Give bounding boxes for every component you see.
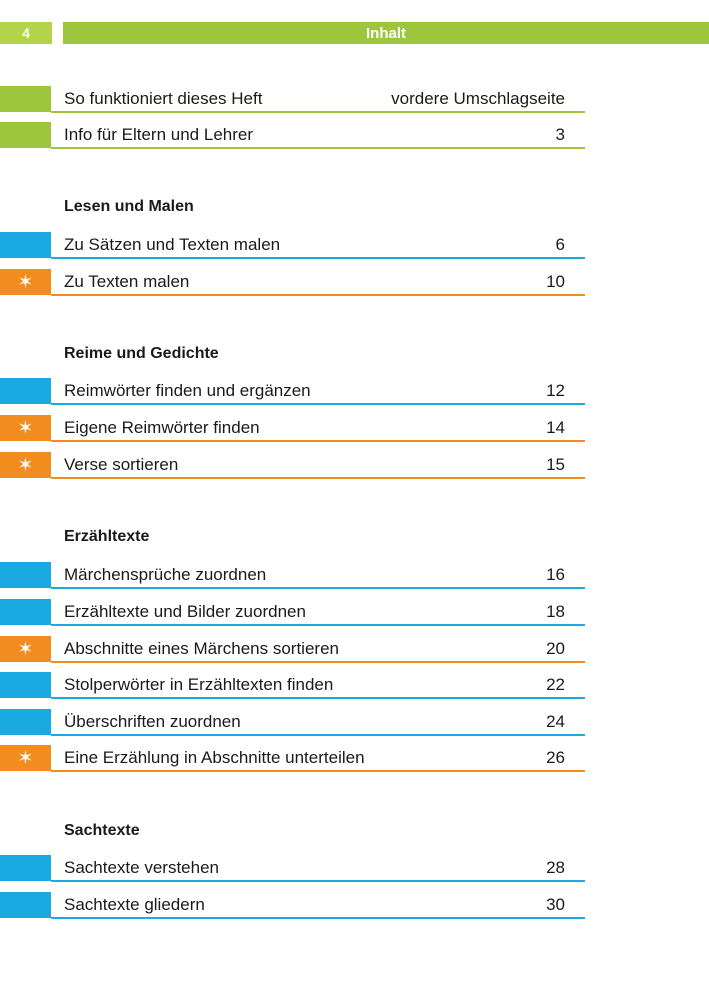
section-heading: Sachtexte xyxy=(64,822,140,839)
entry-label: Stolperwörter in Erzähltexten finden xyxy=(64,675,334,694)
toc-entry[interactable] xyxy=(0,232,585,259)
entry-underline xyxy=(51,734,585,736)
entry-marker xyxy=(0,892,51,918)
star-icon: ✶ xyxy=(0,415,51,441)
section-heading: Lesen und Malen xyxy=(64,198,194,215)
toc-entry[interactable] xyxy=(0,855,585,882)
toc-entry[interactable] xyxy=(0,269,585,296)
entry-page: 20 xyxy=(546,639,565,658)
toc-entry[interactable] xyxy=(0,415,585,442)
entry-label: Reimwörter finden und ergänzen xyxy=(64,381,311,400)
entry-label: Zu Sätzen und Texten malen xyxy=(64,235,281,254)
toc-entry[interactable] xyxy=(0,86,585,113)
entry-label: So funktioniert dieses Heft xyxy=(64,89,263,108)
entry-page: 22 xyxy=(546,675,565,694)
entry-label: Eine Erzählung in Abschnitte unterteilen xyxy=(64,748,365,767)
entry-marker xyxy=(0,599,51,625)
entry-underline xyxy=(51,661,585,663)
entry-page: 18 xyxy=(546,602,565,621)
entry-label: Erzähltexte und Bilder zuordnen xyxy=(64,602,306,621)
toc-entry[interactable] xyxy=(0,709,585,736)
entry-underline xyxy=(51,477,585,479)
entry-underline xyxy=(51,294,585,296)
section-heading: Erzähltexte xyxy=(64,528,150,545)
entry-label: Sachtexte gliedern xyxy=(64,895,205,914)
star-icon: ✶ xyxy=(0,745,51,771)
entry-underline xyxy=(51,587,585,589)
entry-marker xyxy=(0,672,51,698)
entry-marker xyxy=(0,562,51,588)
toc-entry[interactable] xyxy=(0,672,585,699)
toc-entry[interactable] xyxy=(0,452,585,479)
entry-page: 16 xyxy=(546,565,565,584)
entry-marker xyxy=(0,709,51,735)
entry-page: 26 xyxy=(546,748,565,767)
entry-page: 15 xyxy=(546,455,565,474)
entry-page: 28 xyxy=(546,858,565,877)
entry-label: Sachtexte verstehen xyxy=(64,858,219,877)
entry-page: 6 xyxy=(555,235,565,254)
entry-label: Märchensprüche zuordnen xyxy=(64,565,267,584)
entry-page: 30 xyxy=(546,895,565,914)
entry-page: 3 xyxy=(555,125,565,144)
entry-label: Info für Eltern und Lehrer xyxy=(64,125,254,144)
section-heading: Reime und Gedichte xyxy=(64,345,219,362)
entry-underline xyxy=(51,403,585,405)
entry-marker xyxy=(0,86,51,112)
entry-underline xyxy=(51,697,585,699)
star-icon: ✶ xyxy=(0,636,51,662)
toc-entry[interactable] xyxy=(0,892,585,919)
toc-entry[interactable] xyxy=(0,745,585,772)
toc-entry[interactable] xyxy=(0,636,585,663)
entry-underline xyxy=(51,440,585,442)
entry-label: Überschriften zuordnen xyxy=(64,712,241,731)
entry-marker xyxy=(0,855,51,881)
toc-entry[interactable] xyxy=(0,562,585,589)
entry-page: vordere Umschlagseite xyxy=(391,89,565,108)
entry-underline xyxy=(51,111,585,113)
entry-page: 12 xyxy=(546,381,565,400)
entry-label: Zu Texten malen xyxy=(64,272,190,291)
star-icon: ✶ xyxy=(0,269,51,295)
entry-underline xyxy=(51,147,585,149)
toc-entry[interactable] xyxy=(0,599,585,626)
entry-underline xyxy=(51,257,585,259)
toc-entry[interactable] xyxy=(0,378,585,405)
entry-marker xyxy=(0,232,51,258)
page-title: Inhalt xyxy=(63,22,709,44)
entry-underline xyxy=(51,880,585,882)
entry-marker xyxy=(0,378,51,404)
star-icon: ✶ xyxy=(0,452,51,478)
entry-marker xyxy=(0,122,51,148)
entry-label: Abschnitte eines Märchens sortieren xyxy=(64,639,339,658)
entry-underline xyxy=(51,624,585,626)
entry-page: 14 xyxy=(546,418,565,437)
entry-page: 24 xyxy=(546,712,565,731)
entry-label: Verse sortieren xyxy=(64,455,179,474)
entry-label: Eigene Reimwörter finden xyxy=(64,418,260,437)
entry-underline xyxy=(51,917,585,919)
page-number: 4 xyxy=(0,22,52,44)
entry-underline xyxy=(51,770,585,772)
entry-page: 10 xyxy=(546,272,565,291)
toc-entry[interactable] xyxy=(0,122,585,149)
